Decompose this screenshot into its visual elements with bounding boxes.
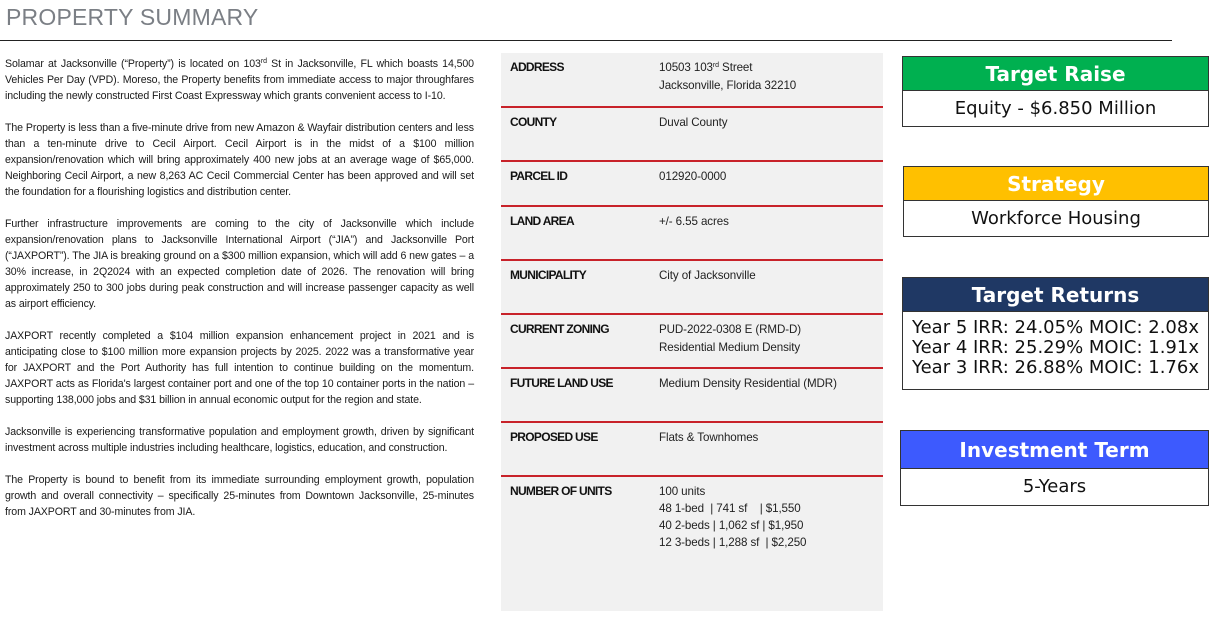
investment-term-box bbox=[900, 430, 1209, 506]
address-line1: 10503 103 bbox=[659, 61, 713, 74]
returns-line: Year 4 IRR: 25.29% MOIC: 1.91x bbox=[911, 337, 1199, 358]
detail-value: City of Jacksonville bbox=[659, 269, 756, 282]
detail-label: PARCEL ID bbox=[510, 169, 568, 183]
detail-label: ADDRESS bbox=[510, 60, 564, 74]
paragraph-intro bbox=[5, 56, 474, 104]
detail-label: FUTURE LAND USE bbox=[510, 376, 613, 390]
target-returns-box bbox=[902, 277, 1209, 390]
detail-value bbox=[659, 483, 806, 551]
target-returns-header: Target Returns bbox=[903, 278, 1208, 312]
detail-value: Duval County bbox=[659, 116, 728, 129]
row-divider bbox=[501, 259, 883, 261]
row-divider bbox=[501, 367, 883, 369]
detail-value: Flats & Townhomes bbox=[659, 431, 759, 444]
investment-term-header: Investment Term bbox=[901, 431, 1208, 469]
row-divider bbox=[501, 475, 883, 477]
paragraph-infrastructure: Further infrastructure improvements are coming to the city of Jacksonville which include expansion/renovation plans to Jacksonville International Airport (“JIA”) and Jacksonville Port (“JAXPORT”). The JIA is breaking ground on a $300 million expansion, which will add 6 new gates – a 30% increase, in 2Q2024 with an expected completion date of 2026. The renovation will bring approximately 250 to 300 jobs during peak construction and will increase passenger capacity as well as airport efficiency. bbox=[5, 218, 474, 310]
detail-value: Medium Density Residential (MDR) bbox=[659, 377, 837, 390]
returns-line: Year 5 IRR: 24.05% MOIC: 2.08x bbox=[911, 317, 1199, 338]
strategy-box bbox=[903, 166, 1209, 237]
detail-value bbox=[659, 59, 796, 95]
address-line1-suffix: Street bbox=[718, 61, 753, 74]
detail-label: MUNICIPALITY bbox=[510, 268, 587, 282]
paragraph-location: The Property is less than a five-minute drive from new Amazon & Wayfair distribution centers and less than a ten-minute drive to Cecil Airport. Cecil Airport is in the midst of a $100 million expansion/renovation which will bring approximately 400 new jobs at an average wage of $65,000. Neighboring Cecil Airport, a new 8,263 AC Cecil Commercial Center has been approved and will set the foundation for a flourishing logistics and distribution center. bbox=[5, 122, 474, 198]
paragraph-text: Solamar at Jacksonville (“Property”) is located on 103 bbox=[5, 58, 261, 70]
investment-term-value: 5-Years bbox=[1022, 476, 1087, 497]
row-divider bbox=[501, 106, 883, 108]
detail-label: CURRENT ZONING bbox=[510, 322, 609, 336]
detail-value: +/- 6.55 acres bbox=[659, 215, 729, 228]
address-line2: Jacksonville, Florida 32210 bbox=[659, 79, 797, 92]
paragraph-growth: Jacksonville is experiencing transformative population and employment growth, driven by significant investment across multiple industries including healthcare, logistics, education, and construction. bbox=[5, 426, 474, 454]
detail-value bbox=[659, 321, 801, 357]
page-title: PROPERTY SUMMARY bbox=[6, 4, 259, 30]
paragraph-connectivity: The Property is bound to benefit from its immediate surrounding employment growth, population growth and overall connectivity – specifically 25-minutes from Downtown Jacksonville, 25-minutes from JAXPORT and 30-minutes from JIA. bbox=[5, 474, 474, 518]
target-raise-header: Target Raise bbox=[903, 57, 1208, 91]
paragraph-jaxport: JAXPORT recently completed a $104 million expansion enhancement project in 2021 and is anticipating close to $100 million more expansion projects by 2025. 2022 was a transformative year for JAXPORT and the Port Authority has full intention to continue building on the momentum. JAXPORT acts as Florida's largest container port and one of the top 10 container ports in the nation – supporting 138,000 jobs and $31 billion in annual economic output for the region and state. bbox=[5, 330, 474, 406]
units-total: 100 units bbox=[659, 485, 706, 498]
summary-text bbox=[5, 56, 474, 536]
detail-value: 012920-0000 bbox=[659, 170, 727, 183]
row-divider bbox=[501, 160, 883, 162]
zoning-code: PUD-2022-0308 E (RMD-D) bbox=[659, 323, 802, 336]
detail-label: PROPOSED USE bbox=[510, 430, 598, 444]
row-divider bbox=[501, 205, 883, 207]
paragraph-text: St in Jacksonville, FL which boasts 14,500 Vehicles Per Day (VPD). Moreso, the Property benefits from immediate access to major throughfares including the newly constructed First Coast Expressway which grants convenient access to I-10. bbox=[5, 58, 474, 102]
title-divider bbox=[0, 40, 1172, 41]
strategy-value: Workforce Housing bbox=[971, 208, 1141, 229]
units-breakdown: 12 3-beds | 1,288 sf | $2,250 bbox=[659, 536, 807, 549]
returns-line: Year 3 IRR: 26.88% MOIC: 1.76x bbox=[911, 357, 1199, 378]
target-raise-value: Equity - $6.850 Million bbox=[954, 98, 1157, 119]
property-details-panel bbox=[501, 53, 883, 611]
detail-label: NUMBER OF UNITS bbox=[510, 484, 612, 498]
detail-label: LAND AREA bbox=[510, 214, 574, 228]
units-breakdown: 40 2-beds | 1,062 sf | $1,950 bbox=[659, 519, 804, 532]
units-breakdown: 48 1-bed | 741 sf | $1,550 bbox=[659, 502, 801, 515]
target-raise-box bbox=[902, 56, 1209, 127]
superscript: rd bbox=[260, 58, 267, 65]
row-divider bbox=[501, 421, 883, 423]
strategy-header: Strategy bbox=[904, 167, 1208, 201]
detail-label: COUNTY bbox=[510, 115, 557, 129]
superscript: rd bbox=[712, 62, 719, 69]
zoning-description: Residential Medium Density bbox=[659, 341, 801, 354]
row-divider bbox=[501, 313, 883, 315]
